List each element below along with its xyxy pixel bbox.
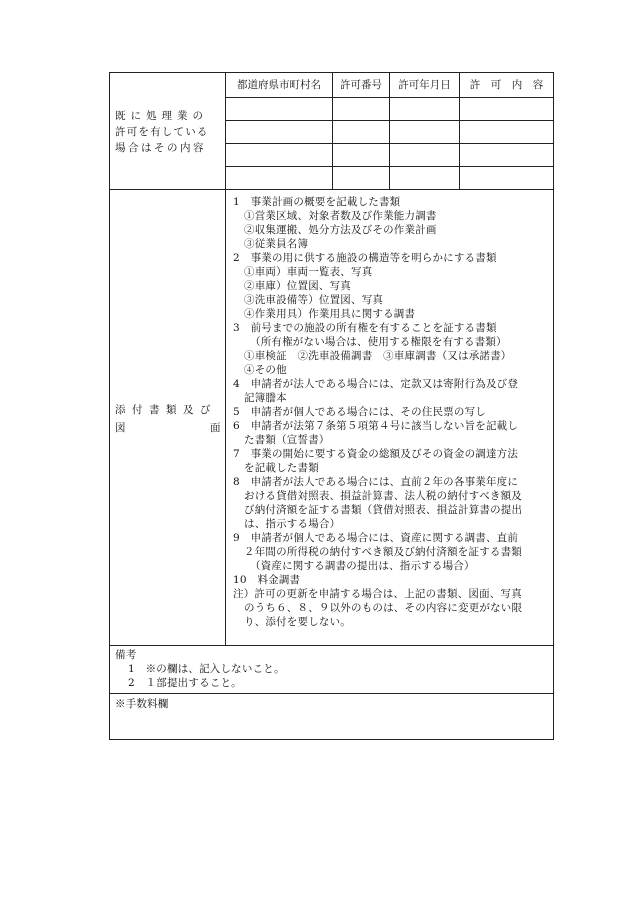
existing-permit-label-line: 許可を有している [115,126,209,138]
permit-row-line [225,120,554,121]
attachment-line: ①車両）車両一覧表、写真 [244,266,373,278]
attachment-line: 1 事業計画の概要を記載した書類 [233,196,401,208]
attachment-line: ④その他 [244,364,287,376]
attachment-line: 2 事業の用に供する施設の構造等を明らかにする書類 [233,252,497,264]
existing-permit-label-line: 場合はその内容 [115,142,206,154]
attachment-line: 5 申請者が個人である場合には、その住民票の写し [233,406,486,418]
attachment-line: ④作業用具）作業用具に関する調書 [244,308,416,320]
attachments-label-right: 面 [210,422,221,434]
remarks-item: 2 １部提出すること。 [128,677,242,689]
attachment-note: り、添付を要しない。 [244,616,351,628]
attachment-line: ①車検証 ②洗車設備調書 ③車庫調書（又は承諾書） [244,350,512,362]
header-permit-date: 許可年月日 [398,79,451,91]
attachment-line: 6 申請者が法第７条第５項第４号に該当しない旨を記載し [233,420,519,432]
frame-bottom [109,739,554,740]
attachment-line: は、指示する場合） [244,518,341,530]
attachment-note: 注）許可の更新を申請する場合は、上記の書類、図面、写真 [233,588,522,600]
attachment-line: 3 前号までの施設の所有権を有することを証する書類 [233,322,497,334]
permit-row-line [225,97,554,98]
header-permit-content: 許 可 内 容 [469,79,544,91]
attachment-line: （所有権がない場合は、使用する権限を有する書類） [250,336,507,348]
attachment-line: 記簿謄本 [244,392,287,404]
remarks-bottom [109,693,554,694]
attachment-line: 8 申請者が法人である場合には、直前２年の各事業年度に [233,476,519,488]
header-permit-number: 許可番号 [340,79,382,91]
permit-row-line [225,166,554,167]
attachment-line: ③洗車設備等）位置図、写真 [244,294,384,306]
attachment-line: ②収集運搬、処分方法及びその作業計画 [244,224,437,236]
attachment-line: ③従業員名簿 [244,238,309,250]
header-municipality: 都道府県市町村名 [237,79,321,91]
attachment-line: 4 申請者が法人である場合には、定款又は寄附行為及び登 [233,378,519,390]
attachments-label: 添付書類及び [115,404,217,416]
permit-row-line [225,143,554,144]
existing-permit-label-line: 既に処理業の [115,110,208,122]
frame-right [553,72,554,740]
attachment-line: び納付済額を証する書類（貸借対照表、損益計算書の提出 [244,504,523,516]
attachment-line: ①営業区域、対象者数及び作業能力調書 [244,210,437,222]
frame-left [109,72,110,740]
attachments-label-left: 図 [115,422,126,434]
attachment-line: 7 事業の開始に要する資金の総額及びその資金の調達方法 [233,448,519,460]
attachment-line: 10 料金調書 [233,574,301,586]
attachment-line: ２年間の所得税の納付すべき額及び納付済額を証する書類 [244,546,522,558]
attachment-line: （資産に関する調書の提出は、指示する場合） [250,560,475,572]
section2-bottom [109,645,554,646]
section1-bottom [109,189,554,190]
fee-label: ※手数料欄 [115,698,169,710]
remarks-item: 1 ※の欄は、記入しないこと。 [128,663,285,675]
attachment-line: 9 申請者が個人である場合には、資産に関する調書、直前 [233,532,519,544]
section2-divider [225,189,226,645]
attachment-line: おける貸借対照表、損益計算書、法人税の納付すべき額及 [244,490,522,502]
attachment-line: ②車庫）位置図、写真 [244,280,351,292]
attachment-note: のうち６、８、９以外のものは、その内容に変更がない限 [244,602,523,614]
attachment-line: を記載した書類 [244,462,319,474]
attachment-line: た書類（宣誓書） [244,434,330,446]
remarks-title: 備考 [115,649,137,661]
